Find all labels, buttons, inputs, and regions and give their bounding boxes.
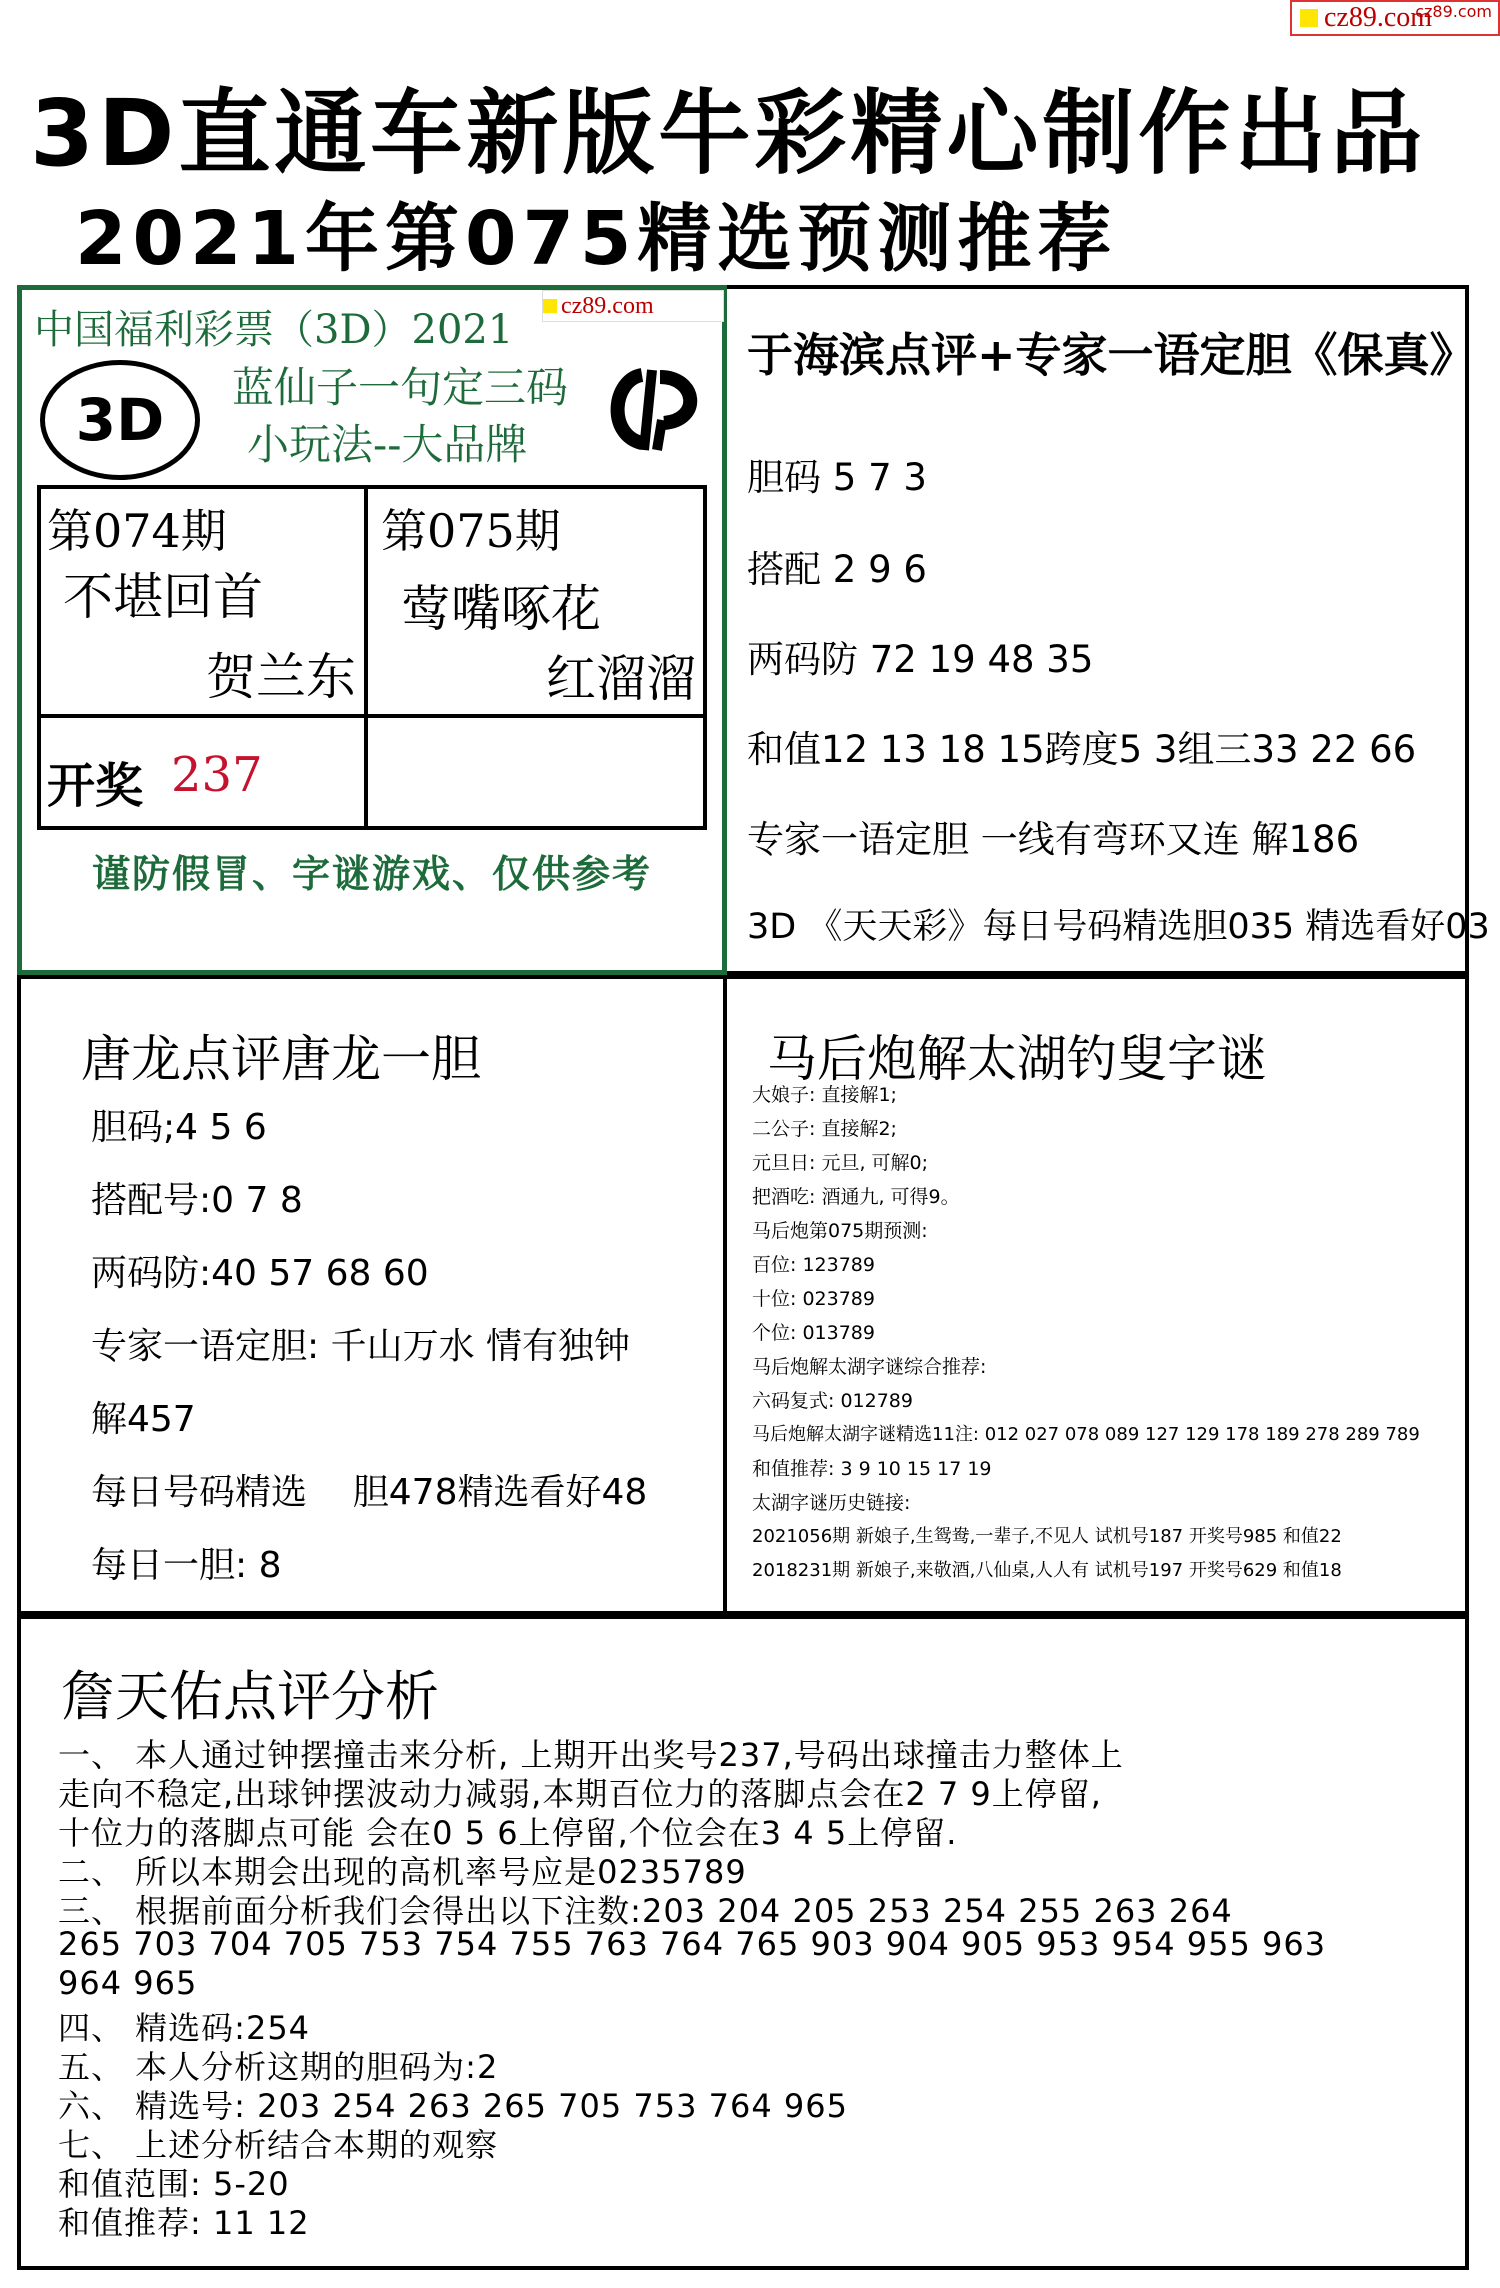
riddle-line: 二公子: 直接解2; — [752, 1118, 897, 1140]
tanglong-line: 每日号码精选 胆478精选看好48 — [91, 1472, 648, 1513]
grid-hline — [41, 714, 703, 718]
analysis-line: 三、 根据前面分析我们会得出以下注数:203 204 205 253 254 255 263 264 — [58, 1892, 1233, 1930]
curr-period: 第075期 — [381, 504, 561, 558]
tanglong-panel — [17, 975, 727, 1615]
zhan-title: 詹天佑点评分析 — [61, 1665, 439, 1728]
3d-logo-text: 3D — [75, 386, 165, 454]
slogan-2: 小玩法--大品牌 — [247, 420, 528, 469]
ticket-title: 中国福利彩票（3D）2021 — [34, 307, 514, 353]
analysis-line: 走向不稳定,出球钟摆波动力减弱,本期百位力的落脚点会在2 7 9上停留, — [58, 1775, 1102, 1813]
expert-title: 于海滨点评+专家一语定胆《保真》 — [747, 328, 1476, 382]
expert-line: 3D 《天天彩》每日号码精选胆035 精选看好03 — [747, 907, 1490, 947]
page-title: 3D直通车新版牛彩精心制作出品 — [30, 80, 1427, 187]
expert-line: 胆码 5 7 3 — [747, 456, 927, 499]
prev-answer: 贺兰东 — [206, 648, 356, 706]
riddle-line: 把酒吃: 酒通九, 可得9。 — [752, 1186, 960, 1208]
tanglong-line: 搭配号:0 7 8 — [91, 1180, 303, 1221]
ticket-watermark — [542, 290, 724, 322]
tanglong-line: 胆码;4 5 6 — [91, 1107, 267, 1148]
disclaimer: 谨防假冒、字谜游戏、仅供参考 — [92, 852, 653, 896]
riddle-line: 六码复式: 012789 — [752, 1390, 913, 1412]
tanglong-line: 两码防:40 57 68 60 — [91, 1253, 429, 1294]
riddle-line: 太湖字谜历史链接: — [752, 1492, 911, 1514]
draw-value: 237 — [171, 747, 263, 803]
watermark-square-icon — [543, 299, 557, 313]
riddle-line: 大娘子: 直接解1; — [752, 1084, 897, 1106]
watermark-square-icon — [1300, 9, 1318, 27]
riddle-line: 元旦日: 元旦, 可解0; — [752, 1152, 929, 1174]
analysis-line: 一、 本人通过钟摆撞击来分析, 上期开出奖号237,号码出球撞击力整体上 — [58, 1736, 1124, 1774]
expert-line: 和值12 13 18 15跨度5 3组三33 22 66 — [747, 728, 1417, 771]
expert-line: 搭配 2 9 6 — [747, 548, 927, 591]
ticket-watermark-text: cz89.com — [561, 292, 654, 319]
curr-answer: 红溜溜 — [546, 650, 696, 708]
prev-period: 第074期 — [47, 504, 227, 558]
analysis-line: 七、 上述分析结合本期的观察 — [58, 2126, 499, 2164]
period-grid — [37, 485, 707, 830]
riddle-line: 百位: 123789 — [752, 1254, 875, 1276]
analysis-line: 四、 精选码:254 — [58, 2009, 311, 2047]
analysis-line: 六、 精选号: 203 254 263 265 705 753 764 965 — [58, 2087, 848, 2125]
analysis-line: 265 703 704 705 753 754 755 763 764 765 903 904 905 953 954 955 963 — [58, 1925, 1327, 1963]
tanglong-line: 每日一胆: 8 — [91, 1545, 282, 1586]
analysis-line: 964 965 — [58, 1964, 198, 2002]
analysis-line: 五、 本人分析这期的胆码为:2 — [58, 2048, 499, 2086]
analysis-line: 和值范围: 5-20 — [58, 2165, 290, 2203]
curr-riddle: 莺嘴啄花 — [401, 580, 601, 638]
tanglong-line: 解457 — [91, 1399, 196, 1440]
tanglong-line: 专家一语定胆: 千山万水 情有独钟 — [91, 1326, 631, 1367]
riddle-line: 马后炮解太湖字谜精选11注: 012 027 078 089 127 129 178 189 278 289 789 — [752, 1424, 1420, 1445]
site-watermark — [1290, 0, 1500, 36]
analysis-line: 和值推荐: 11 12 — [58, 2204, 310, 2242]
lottery-ticket-panel — [17, 285, 727, 975]
watermark-small-text: cz89.com — [1415, 2, 1492, 21]
slogan-1: 蓝仙子一句定三码 — [232, 363, 569, 412]
watermark-text: cz89.com — [1324, 2, 1433, 33]
expert-line: 专家一语定胆 一线有弯环又连 解186 — [747, 818, 1360, 861]
riddle-line: 和值推荐: 3 9 10 15 17 19 — [752, 1458, 992, 1480]
expert-panel — [727, 285, 1490, 975]
page-subtitle: 2021年第075精选预测推荐 — [75, 196, 1118, 282]
riddle-line: 马后炮解太湖字谜综合推荐: — [752, 1356, 987, 1378]
mahoupao-title: 马后炮解太湖钓叟字谜 — [767, 1030, 1267, 1088]
riddle-line: 2018231期 新娘子,来敬酒,八仙桌,人人有 试机号197 开奖号629 和值18 — [752, 1560, 1342, 1581]
prev-riddle: 不堪回首 — [63, 568, 263, 626]
riddle-line: 2021056期 新娘子,生鸳鸯,一辈子,不见人 试机号187 开奖号985 和值22 — [752, 1526, 1342, 1547]
analysis-line: 二、 所以本期会出现的高机率号应是0235789 — [58, 1853, 747, 1891]
draw-label: 开奖 — [47, 758, 144, 814]
riddle-line: 马后炮第075期预测: — [752, 1220, 928, 1242]
expert-line: 两码防 72 19 48 35 — [747, 638, 1094, 681]
riddle-line: 个位: 013789 — [752, 1322, 875, 1344]
riddle-line: 十位: 023789 — [752, 1288, 875, 1310]
analysis-line: 十位力的落脚点可能 会在0 5 6上停留,个位会在3 4 5上停留. — [58, 1814, 958, 1852]
grid-vline — [364, 489, 368, 826]
tanglong-title: 唐龙点评唐龙一胆 — [81, 1030, 481, 1088]
welfare-lottery-logo-icon — [602, 365, 712, 455]
3d-logo — [40, 360, 200, 480]
